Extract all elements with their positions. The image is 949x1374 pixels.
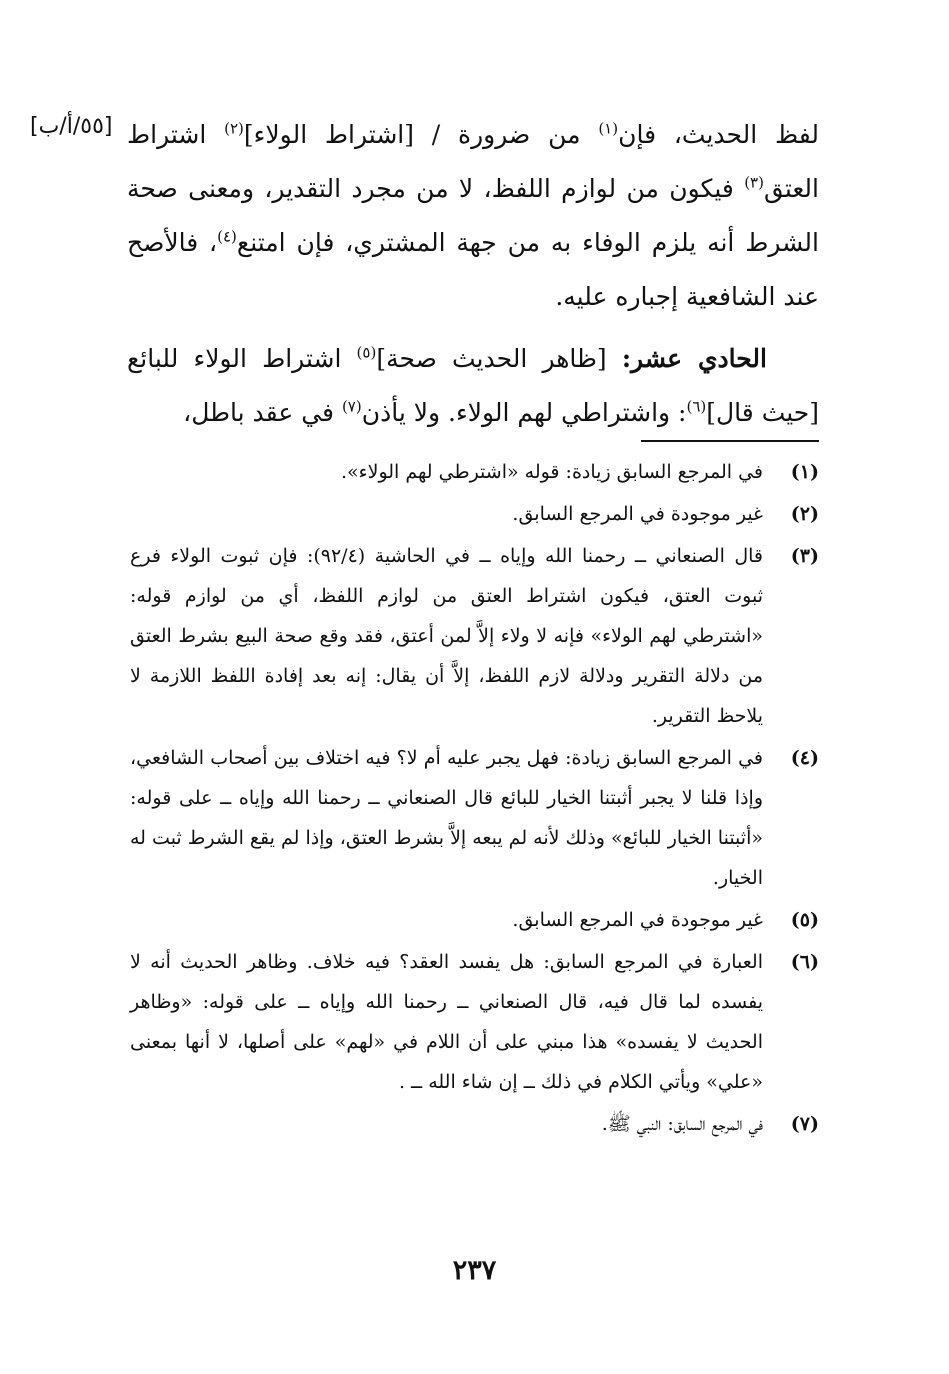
footnote-ref-1[interactable]: (١) <box>598 119 619 138</box>
text-run: من ضرورة / [اشتراط الولاء] <box>243 120 599 149</box>
section-heading: الحادي عشر: <box>621 344 767 373</box>
footnote-text: العبارة في المرجع السابق: هل يفسد العقد؟ فيه خلاف. وظاهر الحديث أنه لا يفسده لما قال فيه، قال الصنعاني ــ رحمنا الله وإياه ــ على قوله: «وظاهر الحديث لا يفسده» هذا مبني على أن اللام في «لهم» على أصلها، لا أنها بمعنى «علي» ويأتي الكلام في ذلك ــ إن شاء الله ــ . <box>130 951 763 1093</box>
footnote-4 <box>130 738 819 898</box>
footnote-ref-4[interactable]: (٤) <box>217 227 237 246</box>
paragraph-2 <box>127 332 819 440</box>
footnote-7 <box>130 1104 819 1144</box>
page-number: ٢٣٧ <box>452 1255 497 1286</box>
text-run: في عقد باطل، <box>183 398 342 427</box>
footnote-text: غير موجودة في المرجع السابق. <box>512 503 763 525</box>
text-run: اشتراط الولاء للبائع [حيث قال] <box>127 344 819 427</box>
text-run: [ظاهر الحديث صحة] <box>376 344 622 373</box>
footnote-text: في المرجع السابق: النبي ﷺ. <box>601 1113 763 1135</box>
footnote-number: (٥) <box>790 909 819 931</box>
footnote-3 <box>130 536 819 736</box>
footnote-ref-6[interactable]: (٦) <box>686 397 707 416</box>
footnote-text: في المرجع السابق زيادة: فهل يجبر عليه أم لا؟ فيه اختلاف بين أصحاب الشافعي، وإذا قلنا لا يجبر أثبتنا الخيار للبائع قال الصنعاني ــ رحمنا الله وإياه ــ على قوله: «أثبتنا الخيار للبائع» وذلك لأنه لم يبعه إلاَّ بشرط العتق، وإذا لم يقع الشرط ثبت له الخيار. <box>130 747 763 889</box>
footnote-ref-2[interactable]: (٢) <box>224 119 244 138</box>
text-run: لفظ الحديث، فإن <box>618 120 820 149</box>
paragraph-1 <box>127 108 819 324</box>
text-run: اشتراط العتق <box>127 120 819 203</box>
footnote-number: (٤) <box>790 747 819 769</box>
footnote-number: (٣) <box>790 545 819 567</box>
footnote-ref-3[interactable]: (٣) <box>744 173 764 192</box>
footnote-number: (٧) <box>790 1113 819 1135</box>
footnote-separator <box>641 440 819 442</box>
text-run: : واشتراطي لهم الولاء. ولا يأذن <box>361 398 687 427</box>
footnote-text: قال الصنعاني ــ رحمنا الله وإياه ــ في الحاشية (٩٢/٤): فإن ثبوت الولاء فرع ثبوت العتق، فيكون اشتراط العتق من لوازم اللفظ، أي من لوازم قوله: «اشترطي لهم الولاء» فإنه لا ولاء إلاَّ لمن أعتق، فقد وقع صحة البيع بشرط العتق من دلالة التقرير ودلالة لازم اللفظ، إلاَّ أن يقال: إنه بعد إفادة اللفظ اللازمة لا يلاحظ التقرير. <box>130 545 764 727</box>
manuscript-folio-reference: [٥٥/أ/ب] <box>30 114 113 139</box>
footnote-ref-5[interactable]: (٥) <box>356 343 377 362</box>
footnote-ref-7[interactable]: (٧) <box>341 397 362 416</box>
footnote-2 <box>130 494 819 534</box>
footnote-5 <box>130 900 819 940</box>
footnote-6 <box>130 942 819 1102</box>
footnote-text: غير موجودة في المرجع السابق. <box>512 909 763 931</box>
footnote-number: (٦) <box>790 951 819 973</box>
footnote-text: في المرجع السابق زيادة: قوله «اشترطي لهم الولاء». <box>341 461 763 483</box>
text-run: فيكون من لوازم اللفظ، لا من مجرد التقدير، ومعنى صحة الشرط أنه يلزم الوفاء به من جهة المشتري، فإن امتنع <box>127 174 819 257</box>
footnote-number: (١) <box>790 461 819 483</box>
main-body-text <box>127 108 819 440</box>
text-run: ، فالأصح عند الشافعية إجباره عليه. <box>127 228 819 311</box>
footnote-1 <box>130 452 819 492</box>
footnotes-section <box>130 452 819 1146</box>
footnote-number: (٢) <box>790 503 819 525</box>
